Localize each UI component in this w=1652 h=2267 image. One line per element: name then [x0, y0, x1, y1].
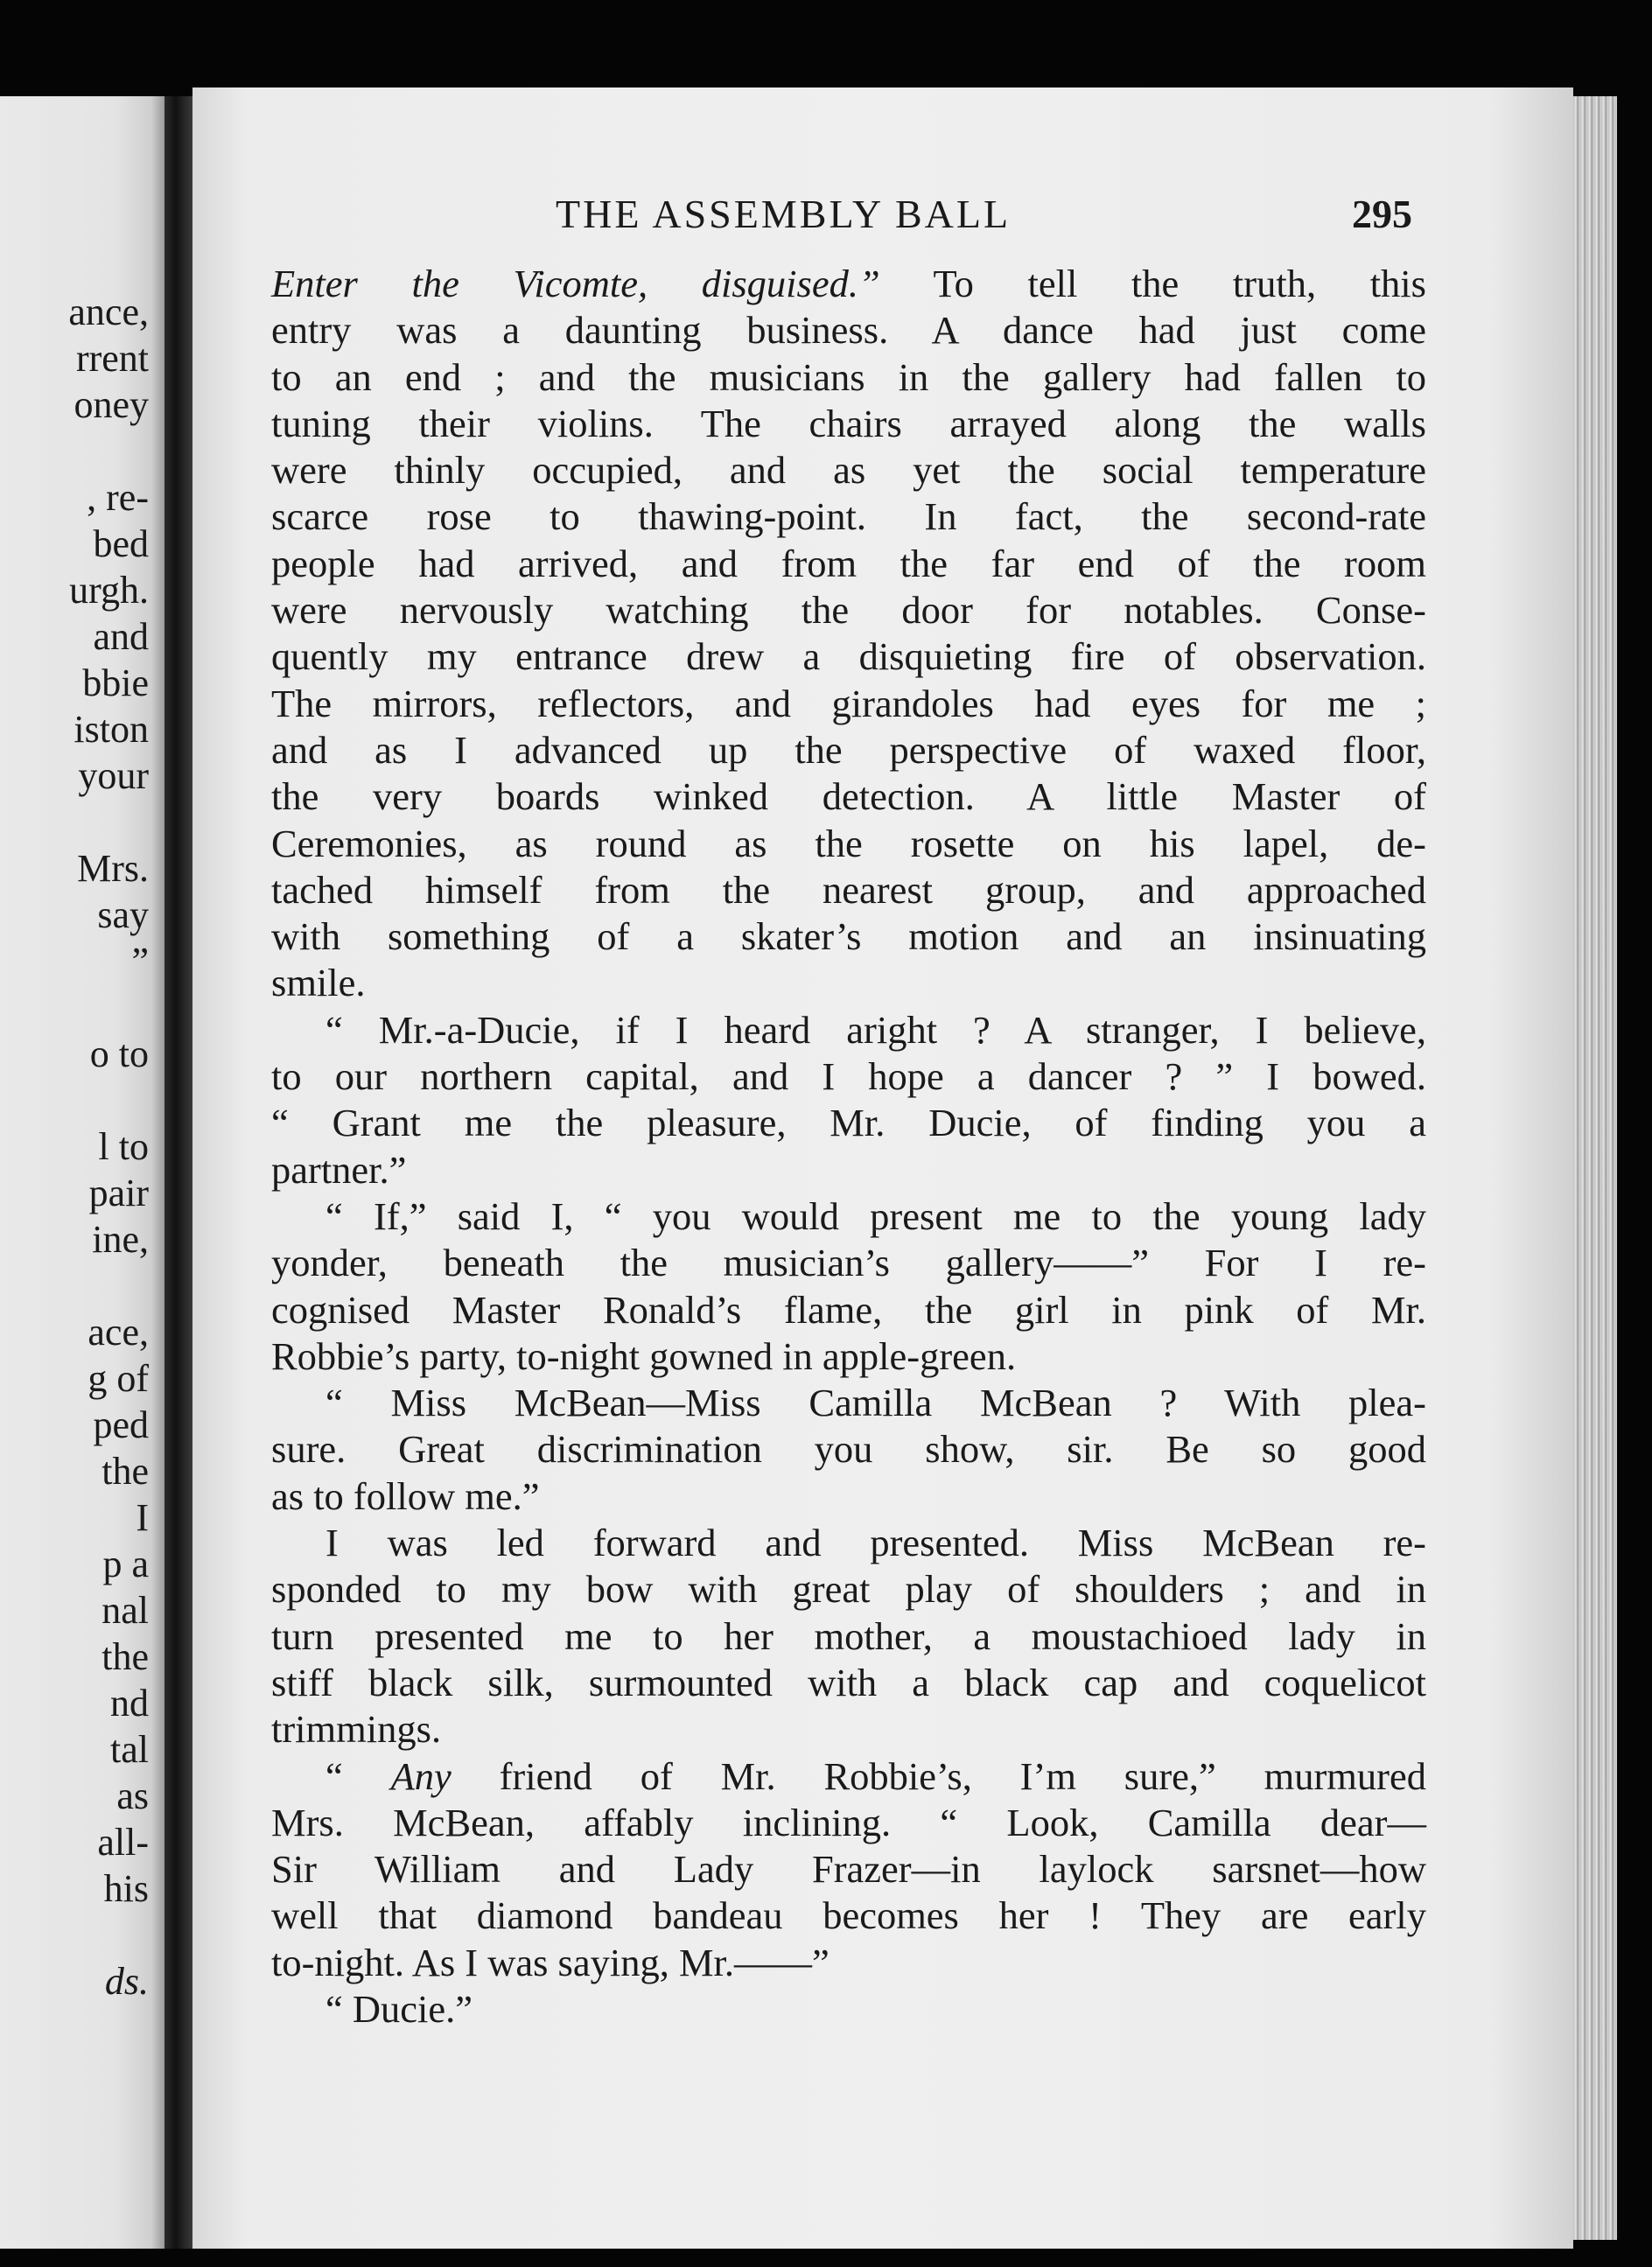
text-line	[271, 1193, 1426, 1240]
book-gutter	[164, 96, 192, 2249]
left-page-line: p a	[102, 1543, 149, 1585]
line-text: well that diamond bandeau becomes her ! They are early	[271, 1893, 1426, 1938]
left-page-line: Mrs.	[77, 847, 149, 890]
line-text: yonder, beneath the musician’s gallery——” For I re-	[271, 1241, 1426, 1285]
left-page-line: , re-	[87, 476, 149, 519]
line-prefix: “	[326, 1753, 391, 1798]
left-page-line: bbie	[82, 661, 149, 704]
text-line	[271, 1660, 1426, 1706]
line-text: were thinly occupied, and as yet the social temperature	[271, 448, 1426, 493]
line-text: turn presented me to her mother, a moustachioed lady in	[271, 1613, 1426, 1658]
line-text: the very boards winked detection. A little Master of	[271, 774, 1426, 819]
left-page-line: say	[97, 893, 149, 936]
left-page-line: rrent	[75, 337, 149, 380]
line-text: Sir William and Lady Frazer—in laylock sarsnet—how	[271, 1847, 1426, 1892]
line-text: sponded to my bow with great play of shoulders ; and in	[271, 1567, 1426, 1612]
left-page-line: ace,	[88, 1311, 149, 1354]
left-page-line: pair	[88, 1172, 149, 1214]
text-line	[271, 1613, 1426, 1660]
left-page-line: iston	[74, 708, 149, 751]
left-page-line: o to	[89, 1032, 149, 1075]
line-text: tached himself from the nearest group, and approached	[271, 867, 1426, 912]
text-line	[271, 1473, 1426, 1520]
left-page-line	[0, 1912, 149, 1958]
text-line	[271, 401, 1426, 447]
line-text: tuning their violins. The chairs arrayed along the walls	[271, 401, 1426, 445]
left-page-text	[0, 289, 149, 2005]
text-line	[271, 960, 1426, 1006]
left-page-line	[0, 1263, 149, 1309]
line-text: “ If,” said I, “ you would present me to the young lady	[326, 1193, 1426, 1238]
body-text	[271, 261, 1426, 2033]
left-page-line: nd	[110, 1682, 149, 1725]
line-text: Mrs. McBean, affably inclining. “ Look, Camilla dear—	[271, 1800, 1426, 1844]
line-text: scarce rose to thawing-point. In fact, the second-rate	[271, 494, 1426, 539]
line-text: sure. Great discrimination you show, sir. Be so good	[271, 1427, 1426, 1472]
line-text: partner.”	[271, 1147, 407, 1192]
text-line	[271, 1846, 1426, 1893]
text-line	[271, 867, 1426, 913]
left-page-line: bed	[93, 522, 149, 565]
line-text: “ Mr.-a-Ducie, if I heard aright ? A stranger, I believe,	[326, 1007, 1426, 1052]
left-page-line: ance,	[68, 290, 149, 333]
text-line	[271, 1426, 1426, 1473]
text-line	[271, 1240, 1426, 1286]
left-page-line: all-	[97, 1821, 149, 1864]
line-text: Robbie’s party, to-night gowned in apple-green.	[271, 1333, 1017, 1378]
text-line	[271, 447, 1426, 493]
left-page-line: nal	[102, 1589, 149, 1632]
page-number: 295	[1352, 192, 1412, 236]
line-text: entry was a daunting business. A dance had just come	[271, 308, 1426, 353]
left-page-line: the	[102, 1635, 149, 1678]
text-line	[271, 261, 1426, 307]
left-page-line: ped	[93, 1403, 149, 1446]
line-text: “ Grant me the pleasure, Mr. Ducie, of finding you a	[271, 1101, 1426, 1145]
left-page-line: I	[136, 1496, 149, 1539]
left-page-line: oney	[74, 383, 149, 426]
running-title: THE ASSEMBLY BALL	[556, 192, 1012, 236]
italic-text: Any	[390, 1753, 452, 1798]
line-text: trimmings.	[271, 1707, 442, 1752]
left-page-line	[0, 984, 149, 1031]
left-page-line: your	[78, 754, 149, 797]
text-line	[271, 821, 1426, 867]
text-line	[271, 727, 1426, 773]
page-edges	[1573, 96, 1617, 2240]
line-text: friend of Mr. Robbie’s, I’m sure,” murmured	[451, 1753, 1426, 1798]
text-line	[271, 773, 1426, 820]
line-text: quently my entrance drew a disquieting fire of observation.	[271, 634, 1426, 679]
text-line	[271, 1007, 1426, 1053]
text-line	[271, 1566, 1426, 1613]
line-text: “ Miss McBean—Miss Camilla McBean ? With plea-	[326, 1381, 1426, 1425]
line-text: cognised Master Ronald’s flame, the girl in pink of Mr.	[271, 1287, 1426, 1332]
left-page-line: l to	[98, 1125, 149, 1168]
text-line	[271, 587, 1426, 633]
text-line	[271, 1706, 1426, 1753]
text-line	[271, 1053, 1426, 1100]
text-line	[271, 541, 1426, 587]
left-page-line: tal	[110, 1728, 149, 1771]
text-line	[271, 633, 1426, 680]
text-line	[271, 1520, 1426, 1566]
left-page-line	[0, 428, 149, 474]
text-line	[271, 913, 1426, 960]
text-line	[271, 307, 1426, 353]
line-text: to-night. As I was saying, Mr.——”	[271, 1940, 830, 1984]
line-text: stiff black silk, surmounted with a black cap and coquelicot	[271, 1660, 1426, 1704]
left-page-line: ”	[131, 940, 149, 983]
text-line	[271, 1893, 1426, 1939]
left-page-line: ine,	[92, 1218, 149, 1261]
text-line	[271, 1147, 1426, 1193]
book-page	[192, 87, 1573, 2249]
text-line	[271, 681, 1426, 727]
left-page-line: and	[93, 615, 149, 658]
text-line	[271, 1800, 1426, 1846]
text-line	[271, 1100, 1426, 1146]
line-text: smile.	[271, 961, 366, 1005]
italic-text: Enter the Vicomte, disguised.”	[271, 262, 880, 305]
left-page-line	[0, 1077, 149, 1123]
left-page-line: urgh.	[69, 569, 149, 612]
line-text: The mirrors, reflectors, and girandoles had eyes for me ;	[271, 681, 1426, 725]
text-line	[271, 493, 1426, 540]
left-facing-page	[0, 96, 164, 2249]
line-text: To tell the truth, this	[879, 262, 1426, 305]
line-text: to our northern capital, and I hope a dancer ? ” I bowed.	[271, 1054, 1426, 1099]
line-text: and as I advanced up the perspective of waxed floor,	[271, 727, 1426, 772]
left-page-line: g of	[88, 1357, 149, 1400]
left-page-line	[0, 799, 149, 845]
line-text: to an end ; and the musicians in the gallery had fallen to	[271, 354, 1426, 399]
line-text: were nervously watching the door for notables. Conse-	[271, 588, 1426, 633]
text-line	[271, 1753, 1426, 1800]
left-page-line: the	[102, 1450, 149, 1493]
left-page-line: as	[116, 1774, 149, 1817]
running-head	[192, 191, 1573, 243]
text-line	[271, 1986, 1426, 2033]
text-line	[271, 354, 1426, 401]
text-line	[271, 1940, 1426, 1986]
line-text: with something of a skater’s motion and an insinuating	[271, 914, 1426, 959]
line-text: I was led forward and presented. Miss McBean re-	[326, 1521, 1426, 1565]
line-text: Ceremonies, as round as the rosette on his lapel, de-	[271, 821, 1426, 865]
text-line	[271, 1333, 1426, 1380]
line-text: as to follow me.”	[271, 1473, 540, 1518]
text-line	[271, 1287, 1426, 1333]
left-page-line: his	[103, 1867, 149, 1910]
left-page-line: ds.	[104, 1960, 149, 2003]
line-text: “ Ducie.”	[326, 1986, 473, 2031]
line-text: people had arrived, and from the far end of the room	[271, 541, 1426, 585]
text-line	[271, 1380, 1426, 1426]
